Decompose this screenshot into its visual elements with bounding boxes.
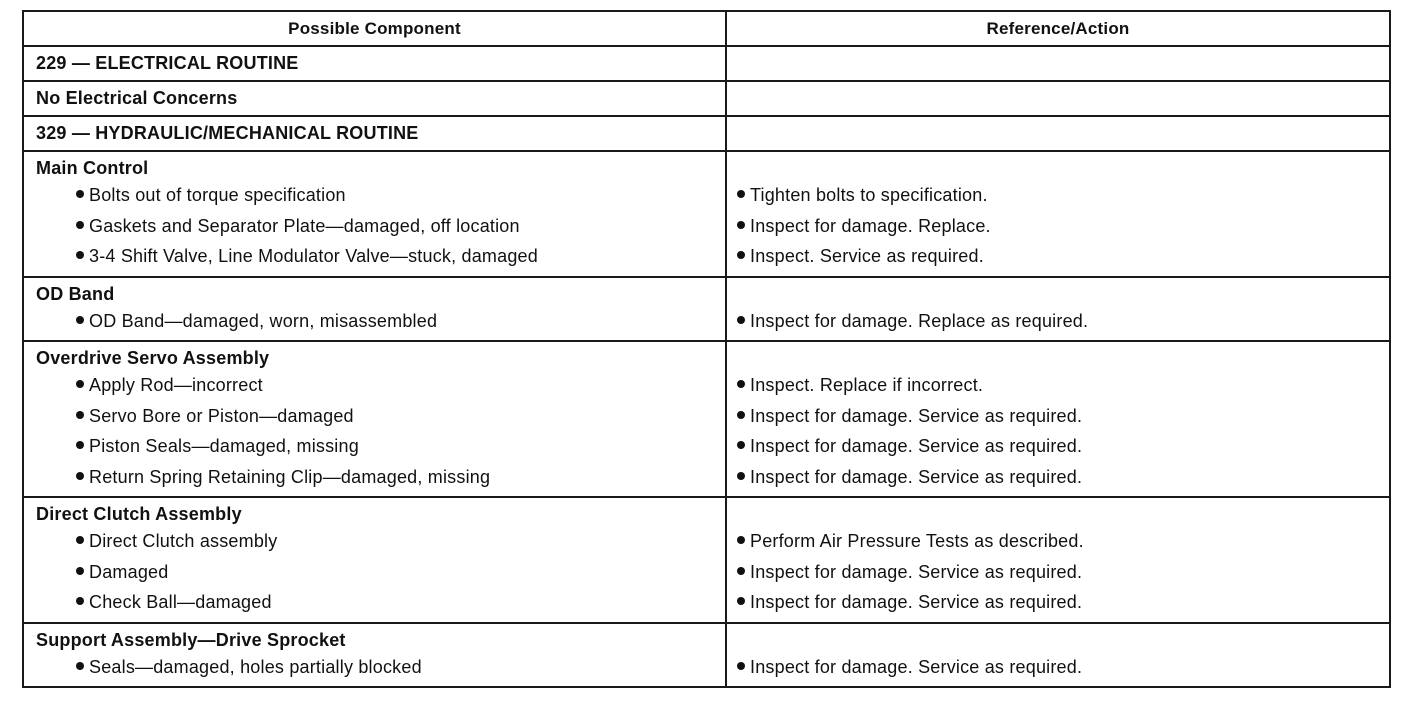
empty-action-cell <box>726 81 1390 116</box>
action-text: Inspect for damage. Replace as required. <box>750 310 1089 331</box>
action-text: Inspect for damage. Replace. <box>750 215 991 236</box>
group-heading: Overdrive Servo Assembly <box>36 348 270 368</box>
bullet-icon <box>737 567 745 575</box>
table-header-row <box>23 11 1390 46</box>
action-item <box>727 652 1389 683</box>
bullet-icon <box>737 190 745 198</box>
component-text: Servo Bore or Piston—damaged <box>89 405 354 426</box>
action-text: Perform Air Pressure Tests as described. <box>750 531 1084 551</box>
action-text: Tighten bolts to specification. <box>750 185 988 205</box>
bullet-icon <box>737 221 745 229</box>
component-text: Bolts out of torque specification <box>89 185 346 205</box>
action-cell <box>726 341 1390 497</box>
bullet-icon <box>76 251 84 259</box>
diagnosis-table-container <box>22 10 1389 688</box>
action-text: Inspect. Replace if incorrect. <box>750 375 984 395</box>
action-item <box>727 587 1389 618</box>
component-text: Damaged <box>89 561 169 582</box>
empty-action-cell <box>726 46 1390 81</box>
action-item <box>727 180 1389 211</box>
action-cell <box>726 151 1390 277</box>
component-item <box>24 370 725 401</box>
group-heading: Support Assembly—Drive Sprocket <box>36 629 346 650</box>
table-row-group <box>23 277 1390 342</box>
empty-action-cell <box>726 116 1390 151</box>
bullet-icon <box>737 662 745 670</box>
group-heading: Direct Clutch Assembly <box>36 504 242 524</box>
component-cell <box>23 151 726 277</box>
component-text: OD Band—damaged, worn, misassembled <box>89 310 438 331</box>
component-text: 3-4 Shift Valve, Line Modulator Valve—stuck, damaged <box>89 246 538 266</box>
column-header-component: Possible Component <box>23 11 726 46</box>
component-item <box>24 526 725 557</box>
action-text: Inspect for damage. Service as required. <box>750 592 1083 612</box>
bullet-icon <box>76 380 84 388</box>
component-item <box>24 241 725 272</box>
bullet-icon <box>76 536 84 544</box>
action-item <box>727 306 1389 337</box>
bullet-icon <box>76 662 84 670</box>
bullet-icon <box>76 316 84 324</box>
table-row-group <box>23 341 1390 497</box>
action-text: Inspect for damage. Service as required. <box>750 656 1083 677</box>
table-row-group <box>23 151 1390 277</box>
bullet-icon <box>737 251 745 259</box>
action-item <box>727 431 1389 462</box>
bullet-icon <box>737 536 745 544</box>
action-item <box>727 370 1389 401</box>
action-text: Inspect. Service as required. <box>750 246 984 266</box>
bullet-icon <box>737 472 745 480</box>
action-cell <box>726 277 1390 342</box>
component-item <box>24 652 725 683</box>
component-item <box>24 211 725 242</box>
action-text: Inspect for damage. Service as required. <box>750 561 1083 582</box>
table-row-group <box>23 623 1390 688</box>
bullet-icon <box>76 567 84 575</box>
group-heading: Main Control <box>36 158 149 178</box>
action-item <box>727 211 1389 242</box>
component-cell <box>23 277 726 342</box>
section-heading: 329 — HYDRAULIC/MECHANICAL ROUTINE <box>36 123 419 143</box>
component-item <box>24 557 725 588</box>
action-item <box>727 241 1389 272</box>
section-heading: 229 — ELECTRICAL ROUTINE <box>36 53 299 73</box>
action-text: Inspect for damage. Service as required. <box>750 436 1083 456</box>
section-heading-cell <box>23 46 726 81</box>
table-row <box>23 46 1390 81</box>
bullet-icon <box>76 597 84 605</box>
bullet-icon <box>76 472 84 480</box>
action-text: Inspect for damage. Service as required. <box>750 405 1083 426</box>
section-heading: No Electrical Concerns <box>36 88 238 108</box>
component-text: Check Ball—damaged <box>89 592 272 612</box>
bullet-icon <box>76 411 84 419</box>
bullet-icon <box>737 380 745 388</box>
action-item <box>727 401 1389 432</box>
component-cell <box>23 497 726 623</box>
bullet-icon <box>737 316 745 324</box>
table-row <box>23 116 1390 151</box>
action-cell <box>726 623 1390 688</box>
action-item <box>727 526 1389 557</box>
action-cell <box>726 497 1390 623</box>
table-row <box>23 81 1390 116</box>
component-cell <box>23 623 726 688</box>
column-header-action: Reference/Action <box>726 11 1390 46</box>
table-row-group <box>23 497 1390 623</box>
group-heading: OD Band <box>36 283 115 304</box>
action-item <box>727 557 1389 588</box>
component-item <box>24 431 725 462</box>
component-text: Direct Clutch assembly <box>89 531 278 551</box>
component-item <box>24 587 725 618</box>
section-heading-cell <box>23 81 726 116</box>
component-text: Apply Rod—incorrect <box>89 375 263 395</box>
bullet-icon <box>737 441 745 449</box>
component-item <box>24 306 725 337</box>
component-item <box>24 462 725 493</box>
section-heading-cell <box>23 116 726 151</box>
component-item <box>24 401 725 432</box>
component-text: Gaskets and Separator Plate—damaged, off location <box>89 215 520 236</box>
bullet-icon <box>76 441 84 449</box>
component-cell <box>23 341 726 497</box>
diagnosis-table <box>22 10 1391 688</box>
action-text: Inspect for damage. Service as required. <box>750 466 1083 487</box>
bullet-icon <box>737 597 745 605</box>
component-text: Piston Seals—damaged, missing <box>89 436 359 456</box>
component-text: Seals—damaged, holes partially blocked <box>89 656 422 677</box>
action-item <box>727 462 1389 493</box>
component-text: Return Spring Retaining Clip—damaged, missing <box>89 466 491 487</box>
bullet-icon <box>76 190 84 198</box>
component-item <box>24 180 725 211</box>
bullet-icon <box>76 221 84 229</box>
bullet-icon <box>737 411 745 419</box>
